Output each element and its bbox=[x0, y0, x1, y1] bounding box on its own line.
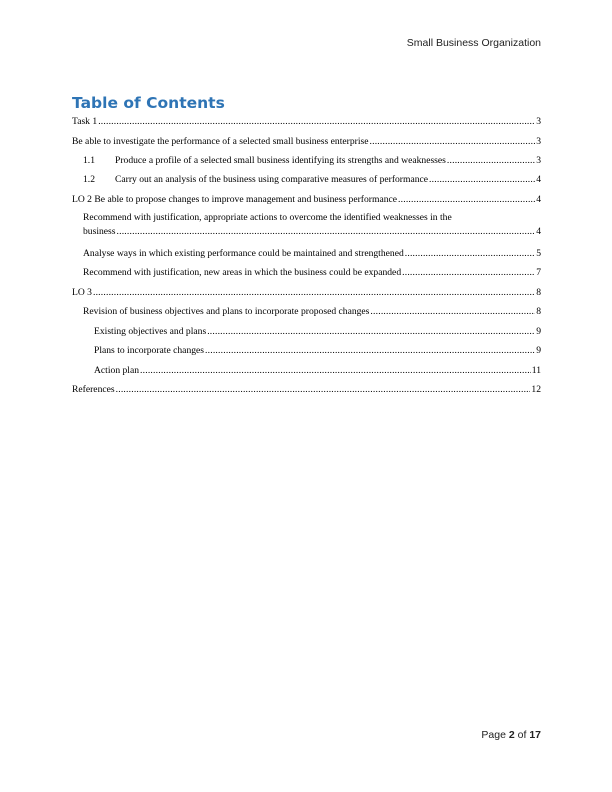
toc-entry-text: Recommend with justification, appropriate actions to overcome the identified weaknesses in the bbox=[83, 212, 452, 223]
toc-entry-text: LO 2 Be able to propose changes to improve management and business performance bbox=[72, 194, 398, 205]
toc-entry-page: 9 bbox=[536, 345, 541, 356]
toc-entry-page: 4 bbox=[536, 226, 541, 237]
dot-leader bbox=[207, 326, 535, 338]
dot-leader bbox=[398, 194, 535, 206]
toc-entry-text: Task 1 bbox=[72, 116, 98, 127]
toc-entry-analyse-ways[interactable] bbox=[83, 248, 541, 260]
toc-entry-page: 12 bbox=[531, 384, 541, 395]
toc-entry-page: 9 bbox=[536, 326, 541, 337]
dot-leader bbox=[370, 136, 536, 148]
toc-entry-new-areas[interactable] bbox=[83, 267, 541, 279]
toc-entry-page: 5 bbox=[536, 248, 541, 259]
toc-title: Table of Contents bbox=[72, 94, 225, 112]
toc-entry-existing-objectives[interactable] bbox=[94, 326, 541, 338]
toc-entry-investigate-performance[interactable] bbox=[72, 136, 541, 148]
toc-entry-1-2[interactable] bbox=[83, 174, 541, 186]
dot-leader bbox=[98, 116, 535, 128]
toc-entry-text: Plans to incorporate changes bbox=[94, 345, 205, 356]
dot-leader bbox=[429, 174, 535, 186]
toc-entry-text: LO 3 bbox=[72, 287, 92, 298]
page-header: Small Business Organization bbox=[406, 37, 541, 49]
toc-entry-revision-objectives[interactable] bbox=[83, 306, 541, 318]
toc-entry-text: Produce a profile of a selected small business identifying its strengths and weaknesses bbox=[115, 155, 446, 166]
toc-entry-plans-incorporate[interactable] bbox=[94, 345, 541, 357]
toc-entry-page: 4 bbox=[536, 174, 541, 185]
toc-entry-text: References bbox=[72, 384, 115, 395]
toc-entry-action-plan[interactable] bbox=[94, 365, 541, 377]
toc-entry-number: 1.2 bbox=[83, 174, 95, 185]
dot-leader bbox=[447, 155, 535, 167]
page-label: Page bbox=[481, 729, 506, 741]
toc-entry-page: 3 bbox=[536, 136, 541, 147]
toc-entry-number: 1.1 bbox=[83, 155, 95, 166]
dot-leader bbox=[140, 365, 531, 377]
page-of-label: of bbox=[517, 729, 527, 741]
toc-entry-lo-2[interactable] bbox=[72, 194, 541, 206]
toc-entry-text: Recommend with justification, new areas in which the business could be expanded bbox=[83, 267, 402, 278]
toc-entry-page: 8 bbox=[536, 306, 541, 317]
toc-entry-text: Existing objectives and plans bbox=[94, 326, 207, 337]
toc-entry-references[interactable] bbox=[72, 384, 541, 396]
toc-entry-1-1[interactable] bbox=[83, 155, 541, 167]
toc-entry-lo-3[interactable] bbox=[72, 287, 541, 299]
toc-entry-text: Revision of business objectives and plans to incorporate proposed changes bbox=[83, 306, 370, 317]
toc-entry-page: 3 bbox=[536, 155, 541, 166]
total-page-count: 17 bbox=[529, 729, 541, 741]
dot-leader bbox=[402, 267, 535, 279]
toc-entry-page: 8 bbox=[536, 287, 541, 298]
dot-leader bbox=[116, 384, 531, 396]
dot-leader bbox=[117, 226, 536, 238]
toc-entry-page: 7 bbox=[536, 267, 541, 278]
dot-leader bbox=[93, 287, 535, 299]
dot-leader bbox=[205, 345, 535, 357]
toc-entry-text: Be able to investigate the performance of a selected small business enterprise bbox=[72, 136, 369, 147]
toc-entry-text: Carry out an analysis of the business using comparative measures of performance bbox=[115, 174, 429, 185]
toc-entry-page: 11 bbox=[531, 365, 541, 376]
dot-leader bbox=[370, 306, 535, 318]
toc-entry-page: 3 bbox=[536, 116, 541, 127]
toc-entry-page: 4 bbox=[536, 194, 541, 205]
dot-leader bbox=[405, 248, 535, 260]
toc-entry-recommend-actions[interactable] bbox=[83, 212, 541, 238]
toc-entry-text-continued: business bbox=[83, 226, 116, 237]
toc-entry-text: Action plan bbox=[94, 365, 140, 376]
current-page-number: 2 bbox=[508, 729, 515, 741]
toc-entry-text: Analyse ways in which existing performance could be maintained and strengthened bbox=[83, 248, 404, 259]
page-footer bbox=[481, 729, 541, 741]
toc-entry-task-1[interactable] bbox=[72, 116, 541, 128]
